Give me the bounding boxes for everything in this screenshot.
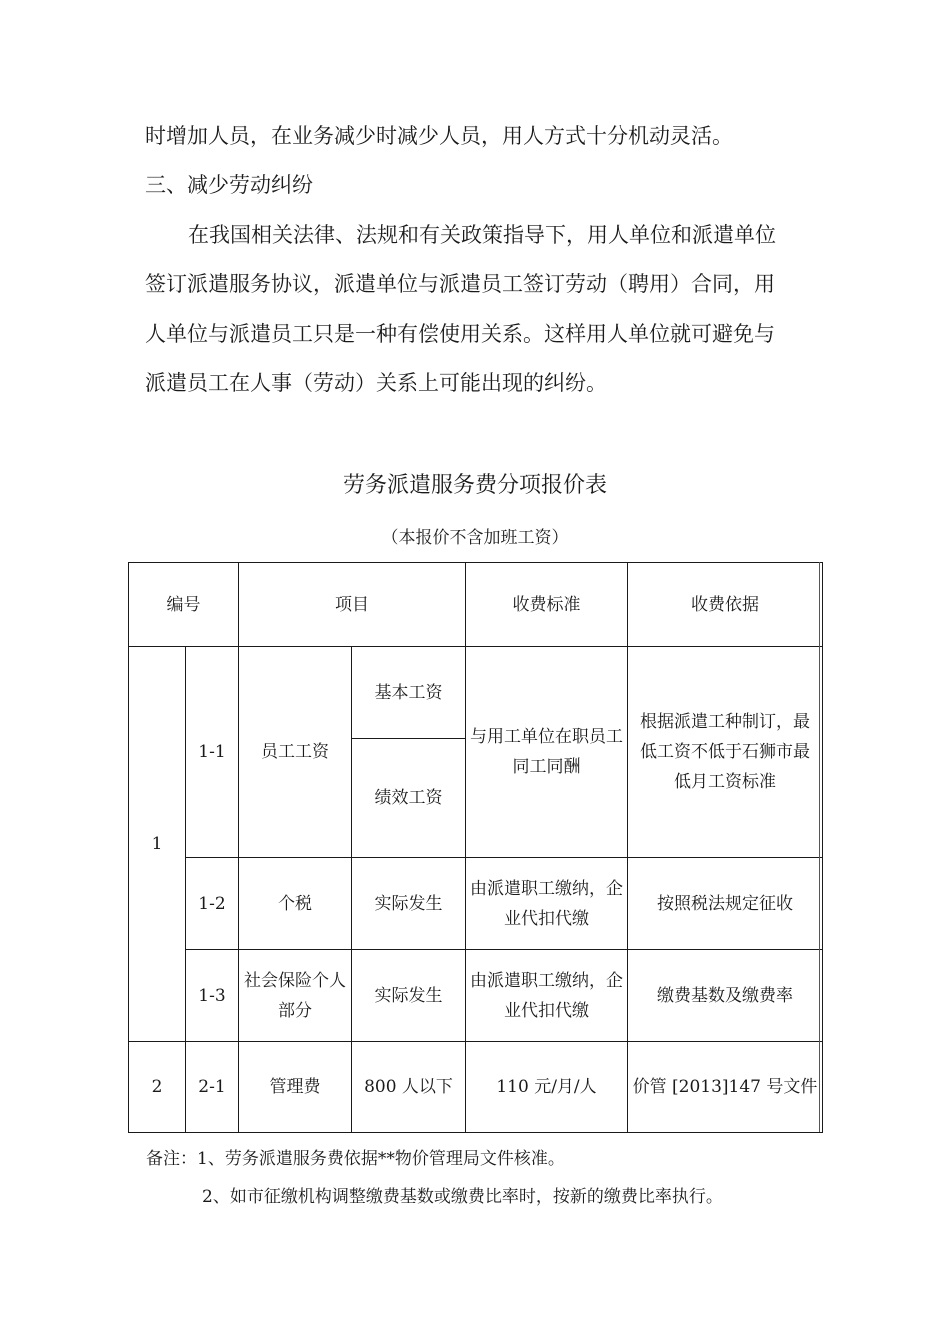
paragraph-line: 派遣员工在人事（劳动）关系上可能出现的纠纷。 xyxy=(145,371,607,395)
basis-cell: 根据派遣工种制订，最低工资不低于石狮市最低月工资标准 xyxy=(628,647,823,858)
group-no-cell: 1 xyxy=(129,647,186,1042)
table-row xyxy=(129,1042,823,1133)
section-heading: 三、减少劳动纠纷 xyxy=(145,173,313,197)
standard-cell: 与用工单位在职员工同工同酬 xyxy=(466,647,628,858)
detail-cell: 实际发生 xyxy=(352,950,466,1042)
sub-no-cell: 1-2 xyxy=(186,858,239,950)
table-title: 劳务派遣服务费分项报价表 xyxy=(342,473,607,498)
header-item: 项目 xyxy=(239,563,466,647)
paragraph-line: 签订派遣服务协议，派遣单位与派遣员工签订劳动（聘用）合同，用 xyxy=(145,272,775,296)
item-cell: 个税 xyxy=(239,858,352,950)
table-edge-line xyxy=(819,562,820,1132)
header-no: 编号 xyxy=(129,563,239,647)
standard-cell: 110 元/月/人 xyxy=(466,1042,628,1133)
detail-cell: 基本工资 xyxy=(352,647,466,739)
fee-table xyxy=(128,562,823,1133)
paragraph-line: 时增加人员，在业务减少时减少人员，用人方式十分机动灵活。 xyxy=(145,124,733,148)
standard-cell: 由派遣职工缴纳，企业代扣代缴 xyxy=(466,858,628,950)
item-cell: 管理费 xyxy=(239,1042,352,1133)
detail-cell: 800 人以下 xyxy=(352,1042,466,1133)
note-line: 2、如市征缴机构调整缴费基数或缴费比率时，按新的缴费比率执行。 xyxy=(202,1187,723,1207)
table-row xyxy=(129,858,823,950)
sub-no-cell: 1-3 xyxy=(186,950,239,1042)
item-cell: 员工工资 xyxy=(239,647,352,858)
sub-no-cell: 2-1 xyxy=(186,1042,239,1133)
detail-cell: 实际发生 xyxy=(352,858,466,950)
header-basis: 收费依据 xyxy=(628,563,823,647)
detail-cell: 绩效工资 xyxy=(352,739,466,858)
table-row xyxy=(129,647,823,739)
paragraph-line: 在我国相关法律、法规和有关政策指导下，用人单位和派遣单位 xyxy=(188,223,776,247)
sub-no-cell: 1-1 xyxy=(186,647,239,858)
basis-cell: 按照税法规定征收 xyxy=(628,858,823,950)
table-subtitle: （本报价不含加班工资） xyxy=(381,528,569,548)
item-cell: 社会保险个人部分 xyxy=(239,950,352,1042)
group-no-cell: 2 xyxy=(129,1042,186,1133)
basis-cell: 缴费基数及缴费率 xyxy=(628,950,823,1042)
note-line: 备注：1、劳务派遣服务费依据**物价管理局文件核准。 xyxy=(146,1149,565,1169)
basis-cell: 价管 [2013]147 号文件 xyxy=(628,1042,823,1133)
table-header-row xyxy=(129,563,823,647)
table-row xyxy=(129,950,823,1042)
standard-cell: 由派遣职工缴纳，企业代扣代缴 xyxy=(466,950,628,1042)
paragraph-line: 人单位与派遣员工只是一种有偿使用关系。这样用人单位就可避免与 xyxy=(145,322,775,346)
header-standard: 收费标准 xyxy=(466,563,628,647)
